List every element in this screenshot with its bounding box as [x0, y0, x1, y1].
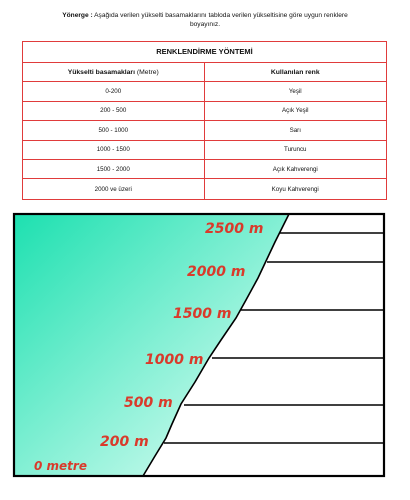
elevation-label: 2500 m [205, 221, 264, 237]
color-name: Açık Yeşil [282, 107, 309, 115]
color-name: Sarı [289, 126, 301, 134]
elevation-label: 2000 m [187, 264, 246, 280]
elevation-range: 500 - 1000 [23, 121, 205, 139]
elevation-range: 1500 - 2000 [23, 160, 205, 178]
header-elevation-label: Yükselti basamakları [67, 68, 135, 76]
elevation-range: 2000 ve üzeri [23, 179, 205, 198]
elevation-label: 0 metre [34, 459, 87, 473]
elevation-range: 0-200 [23, 82, 205, 100]
header-color: Kullanılan renk [270, 68, 320, 76]
sky-area [14, 214, 289, 476]
color-name: Yeşil [288, 88, 302, 96]
color-name: Turuncu [284, 146, 307, 154]
instruction-lead: Yönerge : [62, 12, 93, 19]
elevation-label: 1000 m [145, 352, 204, 368]
table-title: RENKLENDİRME YÖNTEMİ [23, 42, 386, 63]
elevation-range: 200 - 500 [23, 102, 205, 120]
color-name: Koyu Kahverengi [271, 185, 319, 193]
instruction-body: Aşağıda verilen yükselti basamaklarını tabloda verilen yükseltisine göre uygun renklere boyayınız. [94, 12, 348, 28]
elevation-label: 200 m [100, 434, 149, 450]
color-name: Açık Kahverengi [272, 165, 318, 173]
elevation-range: 1000 - 1500 [23, 141, 205, 159]
header-elevation-unit: (Metre) [136, 68, 159, 76]
elevation-label: 500 m [124, 395, 173, 411]
elevation-label: 1500 m [173, 306, 232, 322]
